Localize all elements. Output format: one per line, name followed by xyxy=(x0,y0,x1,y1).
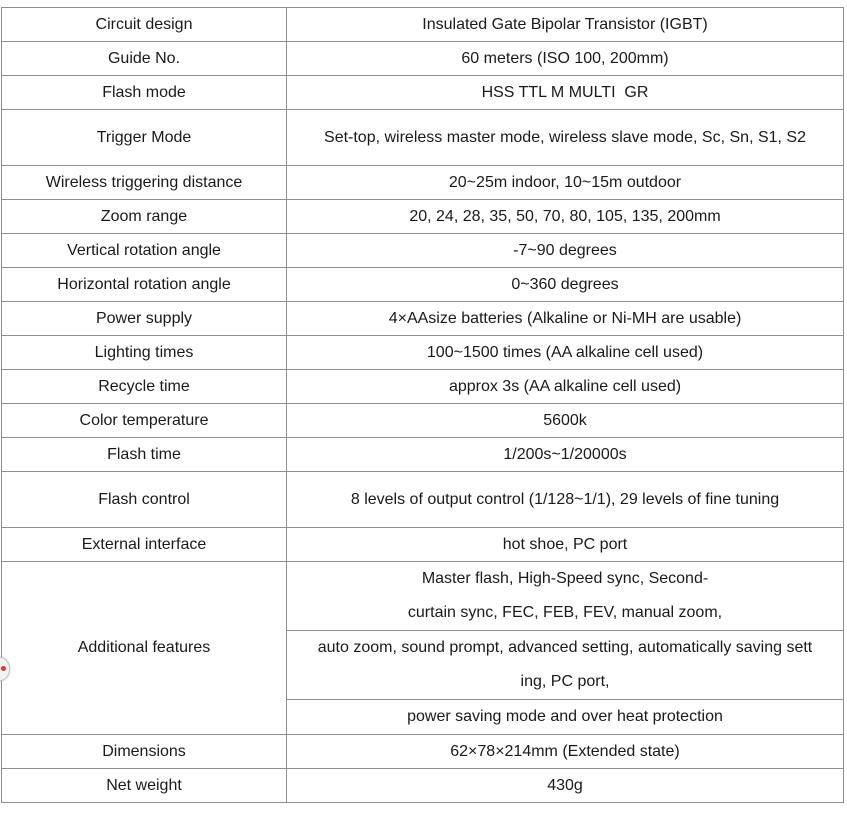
feature-line: auto zoom, sound prompt, advanced setting, automatically saving sett xyxy=(287,631,843,666)
spec-row-external-interface xyxy=(2,528,844,562)
spec-value: 430g xyxy=(287,769,844,803)
spec-value: 4×AAsize batteries (Alkaline or Ni-MH are usable) xyxy=(287,302,844,336)
spec-value: approx 3s (AA alkaline cell used) xyxy=(287,370,844,404)
feature-line: power saving mode and over heat protection xyxy=(287,700,843,735)
features-lines xyxy=(287,562,843,734)
spec-row-dimensions xyxy=(2,735,844,769)
spec-value: 0~360 degrees xyxy=(287,268,844,302)
spec-label: Trigger Mode xyxy=(2,110,287,166)
spec-row-power-supply xyxy=(2,302,844,336)
spec-label: Flash control xyxy=(2,472,287,528)
spec-label: Power supply xyxy=(2,302,287,336)
spec-row-wireless-distance xyxy=(2,166,844,200)
spec-value: 20, 24, 28, 35, 50, 70, 80, 105, 135, 200mm xyxy=(287,200,844,234)
spec-value: Set-top, wireless master mode, wireless slave mode, Sc, Sn, S1, S2 xyxy=(287,110,844,166)
feature-line-row xyxy=(287,562,843,596)
spec-row-guide-no xyxy=(2,42,844,76)
spec-label: Horizontal rotation angle xyxy=(2,268,287,302)
feature-line-row xyxy=(287,665,843,700)
spec-value: Insulated Gate Bipolar Transistor (IGBT) xyxy=(287,8,844,42)
spec-row-color-temperature xyxy=(2,404,844,438)
spec-row-flash-control xyxy=(2,472,844,528)
spec-row-circuit-design xyxy=(2,8,844,42)
spec-value: 100~1500 times (AA alkaline cell used) xyxy=(287,336,844,370)
spec-value: 1/200s~1/20000s xyxy=(287,438,844,472)
spec-label: Wireless triggering distance xyxy=(2,166,287,200)
spec-value-features xyxy=(287,562,844,735)
feature-line: curtain sync, FEC, FEB, FEV, manual zoom, xyxy=(407,604,723,621)
specifications-table xyxy=(1,7,844,803)
spec-label: Color temperature xyxy=(2,404,287,438)
spec-label: Additional features xyxy=(2,562,287,735)
spec-row-trigger-mode xyxy=(2,110,844,166)
spec-label: Guide No. xyxy=(2,42,287,76)
spec-label: Recycle time xyxy=(2,370,287,404)
spec-row-flash-mode xyxy=(2,76,844,110)
feature-line-row xyxy=(287,631,843,666)
spec-label: Vertical rotation angle xyxy=(2,234,287,268)
spec-label: External interface xyxy=(2,528,287,562)
spec-row-flash-time xyxy=(2,438,844,472)
spec-value: 8 levels of output control (1/128~1/1), 29 levels of fine tuning xyxy=(287,472,844,528)
spec-value: hot shoe, PC port xyxy=(287,528,844,562)
feature-line-row xyxy=(287,596,843,631)
spec-label: Circuit design xyxy=(2,8,287,42)
spec-row-vertical-rotation xyxy=(2,234,844,268)
spec-row-lighting-times xyxy=(2,336,844,370)
spec-label: Lighting times xyxy=(2,336,287,370)
feature-line: ing, PC port, xyxy=(520,673,610,690)
spec-row-net-weight xyxy=(2,769,844,803)
spec-label: Flash time xyxy=(2,438,287,472)
spec-value: 62×78×214mm (Extended state) xyxy=(287,735,844,769)
spec-value: 20~25m indoor, 10~15m outdoor xyxy=(287,166,844,200)
spec-label: Dimensions xyxy=(2,735,287,769)
spec-label: Flash mode xyxy=(2,76,287,110)
spec-label: Net weight xyxy=(2,769,287,803)
feature-line-row xyxy=(287,700,843,735)
spec-label: Zoom range xyxy=(2,200,287,234)
spec-value: 5600k xyxy=(287,404,844,438)
spec-value: 60 meters (ISO 100, 200mm) xyxy=(287,42,844,76)
spec-value: HSS TTL M MULTI GR xyxy=(287,76,844,110)
spec-row-zoom-range xyxy=(2,200,844,234)
spec-row-horizontal-rotation xyxy=(2,268,844,302)
feature-line: Master flash, High-Speed sync, Second- xyxy=(421,570,709,587)
spec-row-additional-features xyxy=(2,562,844,735)
spec-value: -7~90 degrees xyxy=(287,234,844,268)
spec-row-recycle-time xyxy=(2,370,844,404)
